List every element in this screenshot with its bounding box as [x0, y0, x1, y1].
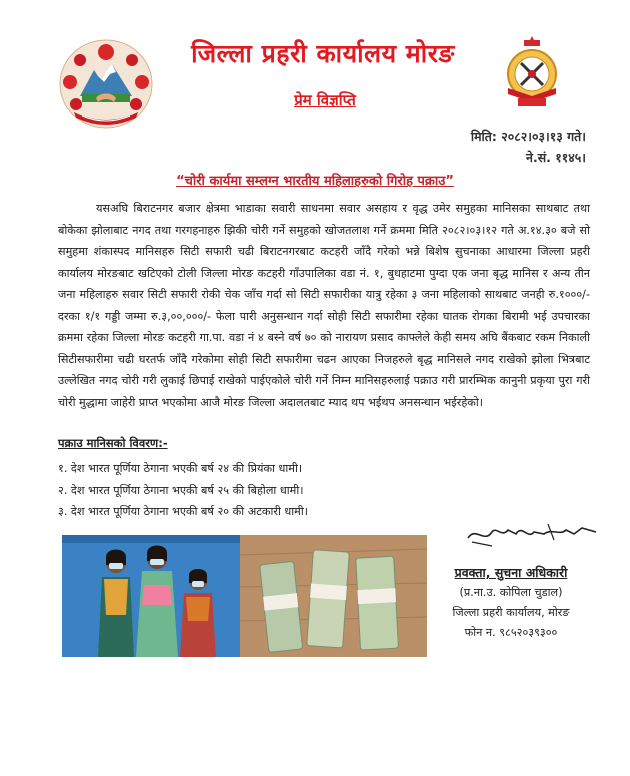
arrest-list-item: १. देश भारत पूर्णिया ठेगाना भएकी बर्ष २४ की प्रियंका धामी।	[58, 462, 303, 475]
headline: “चोरी कार्यमा सम्लग्न भारतीय महिलाहरुको गिरोह पक्राउ”	[176, 174, 454, 189]
reference-number: ने.सं. ११४५।	[526, 150, 586, 165]
arrest-section-heading: पक्राउ मानिसको विवरण:-	[58, 436, 168, 450]
arrest-list	[58, 458, 308, 523]
signature	[462, 516, 602, 550]
body-paragraph: यसअघि बिराटनगर बजार क्षेत्रमा भाडाका सवारी साधनमा सवार असहाय र वृद्ध उमेर समुहका मानिसका साथबाट तथा बोकेका झोलाबाट नगद तथा गरगहनाहरु झिकी चोरी गर्ने समुहको खोजतलाश गर्ने क्रममा मिति २०८२।०३।१२ गते अ.१४.३० बजे सो समुहमा शंकास्पद मानिसहरु सिटी सफारी चढी बिराटनगरबाट कटहरी जाँदै गरेको भन्ने बिशेष सुचनाका आधारमा जिल्ला प्रहरी कार्यालय मोरङबाट खटिएको टोली जिल्ला मोरङ कटहरी गाँउपालिका वडा नं. १, बुधहाटमा पुग्दा एक जना बृद्ध मानिस र अन्य तीन जना महिलाहरु सवार सिटी सफारी रोकी चेक जाँच गर्दा सो सिटी सफारीका यात्रु रहेका ३ जना महिलाको साथबाट जनही रु.१०००/- दरका १/१ गड्डी जम्मा रु.३,००,०००/- फेला पारी अनुसन्धान गर्दा सोही सिटी सफारीमा रहेका घातक रोगका बिरामी भई उपचारका क्रममा रहेका जिल्ला मोरङ कटहरी गा.पा. वडा नं ४ बस्ने वर्ष ७० को नारायण प्रसाद काफ्लेले केही समय अघि बैंकबाट रकम निकाली सिटीसफारीमा चढी घरतर्फ जाँदै गरेकोमा सोही सिटी सफारीमा चढन आएका निजहरुले बृद्ध मानिसले नगद राखेको झोला भित्रबाट उल्लेखित नगद चोरी गरी लुकाई छिपाई राखेको पाईएकोले चोरी गर्ने निम्न मानिसहरुलाई पक्राउ गरी प्रारम्भिक कानुनी प्रकृया पुरा गरी चोरी मुद्धामा जाहेरी प्राप्त भएकोमा आजै मोरङ जिल्ला अदालतबाट म्याद थप भईथप अनसन्धान भईरहेको।	[58, 202, 590, 409]
arrested-women-photo	[62, 535, 240, 657]
nepal-police-emblem-icon	[494, 34, 570, 116]
arrest-list-item: २. देश भारत पूर्णिया ठेगाना भएकी बर्ष २५ की बिहोला धामी।	[58, 483, 304, 497]
spokesperson-phone: फोन न. ९८५२०३९३००	[464, 626, 558, 639]
release-date: मिति: २०८२।०३।१३ गते।	[470, 129, 586, 144]
nepal-government-emblem-icon	[56, 38, 156, 130]
seized-cash-photo	[240, 535, 427, 657]
arrest-list-item: ३. देश भारत पूर्णिया ठेगाना भएकी बर्ष २० की अटकारी धामी।	[58, 505, 309, 518]
spokesperson-office: जिल्ला प्रहरी कार्यालय, मोरङ	[452, 606, 570, 619]
release-subtitle: प्रेम विज्ञप्ति	[294, 91, 356, 109]
spokesperson-title: प्रवक्ता, सुचना अधिकारी	[454, 565, 568, 580]
spokesperson-block	[436, 563, 586, 643]
spokesperson-name: (प्र.ना.उ. कोपिला चुडाल)	[459, 586, 563, 599]
office-title: जिल्ला प्रहरी कार्यालय मोरङ	[191, 39, 455, 68]
